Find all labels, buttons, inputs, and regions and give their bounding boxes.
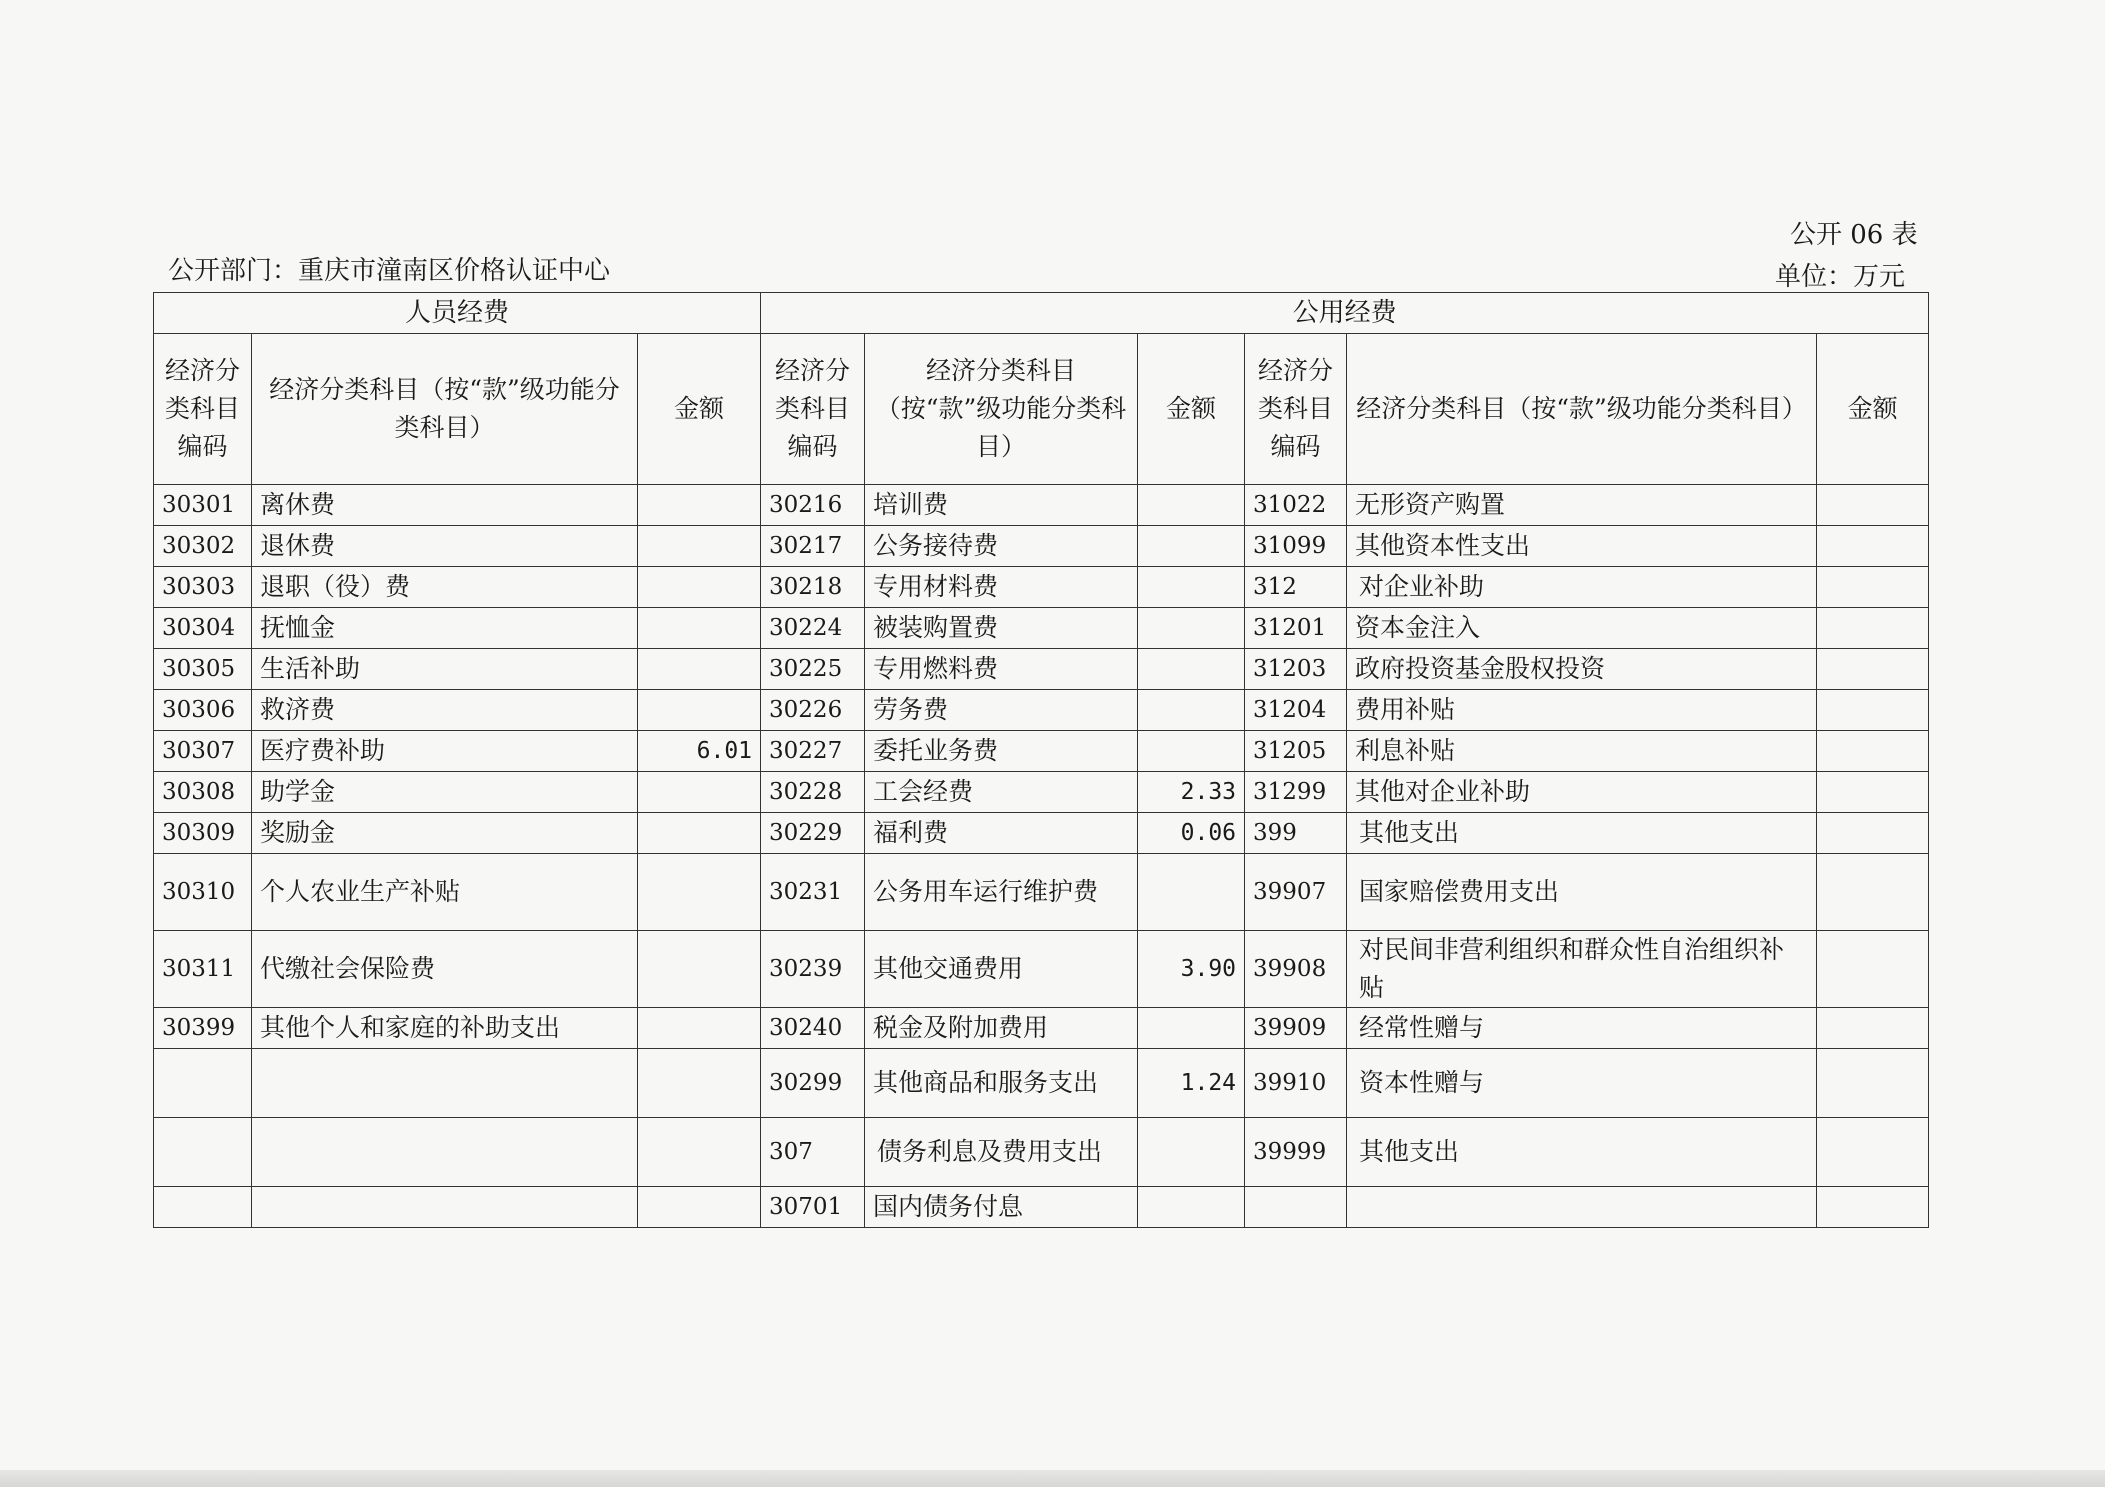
row-name [252,1118,638,1187]
table-row [154,649,1929,690]
row-amount [638,1187,761,1228]
row-name: 债务利息及费用支出 [865,1118,1138,1187]
table-row [154,526,1929,567]
row-name: 抚恤金 [252,608,638,649]
row-name: 无形资产购置 [1347,485,1817,526]
row-code: 30305 [154,649,252,690]
table-row [154,1187,1929,1228]
column-header-code: 经济分类科目编码 [761,334,865,485]
table-row [154,1008,1929,1049]
unit-label: 单位：万元 [1775,262,1906,292]
row-name: 对企业补助 [1347,567,1817,608]
row-name: 奖励金 [252,813,638,854]
table-row [154,485,1929,526]
row-code: 39999 [1245,1118,1347,1187]
scan-edge [0,1470,2105,1487]
row-name: 经常性赠与 [1347,1008,1817,1049]
row-code: 30227 [761,731,865,772]
department-label: 公开部门：重庆市潼南区价格认证中心 [168,256,611,286]
column-header-amount: 金额 [1817,334,1929,485]
row-code [154,1118,252,1187]
group-header-personnel: 人员经费 [154,293,761,334]
row-amount [638,1008,761,1049]
row-code: 30240 [761,1008,865,1049]
row-name: 国家赔偿费用支出 [1347,854,1817,931]
row-name: 助学金 [252,772,638,813]
row-name: 专用材料费 [865,567,1138,608]
table-row [154,1118,1929,1187]
column-header-code: 经济分类科目编码 [154,334,252,485]
row-name: 离休费 [252,485,638,526]
row-name: 劳务费 [865,690,1138,731]
row-code: 30303 [154,567,252,608]
row-code: 30306 [154,690,252,731]
table-row [154,608,1929,649]
row-code: 31204 [1245,690,1347,731]
row-code: 30310 [154,854,252,931]
row-code: 30226 [761,690,865,731]
row-code: 30701 [761,1187,865,1228]
row-code [1245,1187,1347,1228]
row-code: 31299 [1245,772,1347,813]
row-name: 其他资本性支出 [1347,526,1817,567]
row-name: 其他个人和家庭的补助支出 [252,1008,638,1049]
row-name: 个人农业生产补贴 [252,854,638,931]
row-code: 39910 [1245,1049,1347,1118]
row-code: 312 [1245,567,1347,608]
row-code: 30309 [154,813,252,854]
row-code: 30217 [761,526,865,567]
row-amount [1817,567,1929,608]
row-code: 39908 [1245,931,1347,1008]
row-code: 30308 [154,772,252,813]
row-amount [1138,1187,1245,1228]
row-name: 其他交通费用 [865,931,1138,1008]
row-name: 救济费 [252,690,638,731]
row-amount [1138,1118,1245,1187]
table-row [154,931,1929,1008]
row-name: 培训费 [865,485,1138,526]
row-code: 30302 [154,526,252,567]
row-code: 399 [1245,813,1347,854]
column-header-amount: 金额 [638,334,761,485]
row-amount [1138,526,1245,567]
column-header-code: 经济分类科目编码 [1245,334,1347,485]
row-code: 30229 [761,813,865,854]
row-amount: 0.06 [1138,813,1245,854]
row-code: 30299 [761,1049,865,1118]
row-amount [1138,608,1245,649]
row-amount [1817,485,1929,526]
row-code: 31201 [1245,608,1347,649]
row-amount [638,772,761,813]
table-row [154,813,1929,854]
row-amount [638,649,761,690]
row-code: 307 [761,1118,865,1187]
row-amount [1138,690,1245,731]
row-code: 30239 [761,931,865,1008]
row-name: 税金及附加费用 [865,1008,1138,1049]
form-number: 公开 06 表 [1790,220,1918,250]
row-name: 费用补贴 [1347,690,1817,731]
table-row [154,567,1929,608]
row-name: 政府投资基金股权投资 [1347,649,1817,690]
row-code: 31099 [1245,526,1347,567]
row-code: 30216 [761,485,865,526]
row-amount [1817,1118,1929,1187]
row-code: 30301 [154,485,252,526]
row-amount [638,854,761,931]
row-amount [1817,690,1929,731]
table-row [154,772,1929,813]
row-name: 工会经费 [865,772,1138,813]
row-name: 生活补助 [252,649,638,690]
column-header-name: 经济分类科目（按“款”级功能分类科目） [1347,334,1817,485]
row-amount [638,608,761,649]
row-amount [1817,1008,1929,1049]
row-amount [1817,1187,1929,1228]
row-code [154,1049,252,1118]
row-code: 39907 [1245,854,1347,931]
row-name: 公务用车运行维护费 [865,854,1138,931]
row-name: 资本性赠与 [1347,1049,1817,1118]
row-amount [1138,1008,1245,1049]
row-amount [1817,854,1929,931]
row-code: 30304 [154,608,252,649]
group-header-public: 公用经费 [761,293,1929,334]
row-name: 其他支出 [1347,813,1817,854]
row-code: 30311 [154,931,252,1008]
row-amount [1817,608,1929,649]
table-row [154,690,1929,731]
row-code: 31205 [1245,731,1347,772]
row-name: 退休费 [252,526,638,567]
row-amount [1817,772,1929,813]
column-header-name: 经济分类科目（按“款”级功能分类科目） [865,334,1138,485]
row-amount [1138,567,1245,608]
row-amount: 1.24 [1138,1049,1245,1118]
row-code: 30228 [761,772,865,813]
row-amount [1817,1049,1929,1118]
row-name: 资本金注入 [1347,608,1817,649]
row-amount [1817,526,1929,567]
row-name [252,1049,638,1118]
column-header-amount: 金额 [1138,334,1245,485]
row-amount [638,1118,761,1187]
row-name: 国内债务付息 [865,1187,1138,1228]
row-name: 委托业务费 [865,731,1138,772]
row-code: 30231 [761,854,865,931]
row-code: 31022 [1245,485,1347,526]
row-amount [638,567,761,608]
table-row [154,731,1929,772]
row-amount [638,813,761,854]
row-name: 其他支出 [1347,1118,1817,1187]
row-amount [638,1049,761,1118]
row-amount [1817,731,1929,772]
table-row [154,1049,1929,1118]
row-amount [638,931,761,1008]
row-name [252,1187,638,1228]
column-header-name: 经济分类科目（按“款”级功能分类科目） [252,334,638,485]
row-name: 利息补贴 [1347,731,1817,772]
row-amount [1817,649,1929,690]
row-name: 医疗费补助 [252,731,638,772]
row-name: 专用燃料费 [865,649,1138,690]
row-name: 代缴社会保险费 [252,931,638,1008]
row-amount: 3.90 [1138,931,1245,1008]
row-name: 公务接待费 [865,526,1138,567]
row-name: 其他对企业补助 [1347,772,1817,813]
row-amount [1138,731,1245,772]
row-code: 30218 [761,567,865,608]
row-amount [638,526,761,567]
row-amount [1817,813,1929,854]
table-row [154,854,1929,931]
row-amount [1138,854,1245,931]
row-name: 对民间非营利组织和群众性自治组织补贴 [1347,931,1817,1008]
budget-table-body [154,485,1929,1228]
row-code [154,1187,252,1228]
row-name: 福利费 [865,813,1138,854]
row-code: 30225 [761,649,865,690]
row-name: 退职（役）费 [252,567,638,608]
row-code: 30399 [154,1008,252,1049]
row-amount: 2.33 [1138,772,1245,813]
row-amount [638,690,761,731]
row-name [1347,1187,1817,1228]
row-name: 被装购置费 [865,608,1138,649]
row-code: 39909 [1245,1008,1347,1049]
row-amount [1138,649,1245,690]
row-code: 30224 [761,608,865,649]
row-amount [1138,485,1245,526]
row-amount [638,485,761,526]
row-amount: 6.01 [638,731,761,772]
budget-table [153,292,1929,1228]
row-code: 30307 [154,731,252,772]
row-name: 其他商品和服务支出 [865,1049,1138,1118]
row-code: 31203 [1245,649,1347,690]
row-amount [1817,931,1929,1008]
